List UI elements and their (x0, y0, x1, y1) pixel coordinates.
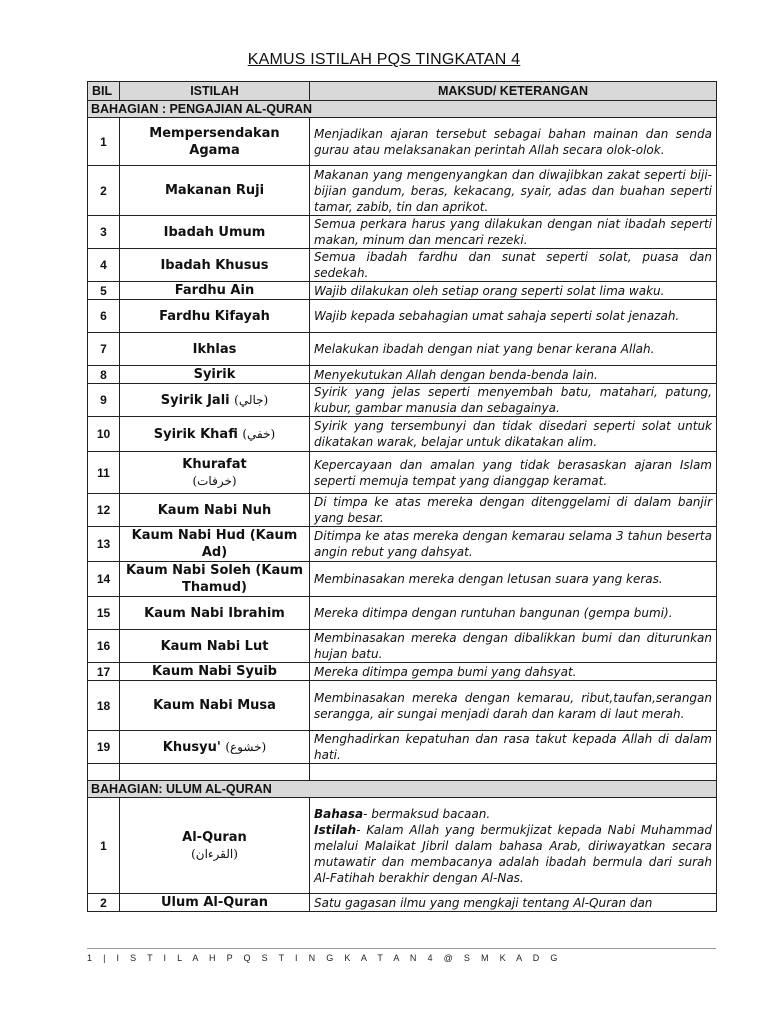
blank-cell (310, 764, 717, 781)
term-cell (120, 216, 310, 249)
term-cell (120, 249, 310, 282)
term-text: Kaum Nabi Soleh (Kaum Thamud) (125, 563, 304, 595)
table-row (88, 216, 717, 249)
term-arabic: (جالي) (234, 392, 269, 407)
row-number: 8 (88, 366, 120, 384)
term-text: Fardhu Kifayah (159, 308, 270, 324)
definition-cell: Ditimpa ke atas mereka dengan kemarau selama 3 tahun beserta angin rebut yang dahsyat. (310, 527, 717, 562)
term-text: Makanan Ruji (164, 183, 265, 198)
term-arabic: (خرفات) (192, 473, 237, 488)
definition-cell: Melakukan ibadah dengan niat yang benar kerana Allah. (310, 333, 717, 366)
definition-cell: Semua perkara harus yang dilakukan dengan niat ibadah seperti makan, minum dan mencari rezeki. (310, 216, 717, 249)
glossary-table (87, 81, 717, 912)
header-istilah: ISTILAH (120, 82, 310, 101)
row-number: 18 (88, 681, 120, 731)
definition-cell: Semua ibadah fardhu dan sunat seperti solat, puasa dan sedekah. (310, 249, 717, 282)
table-row (88, 663, 717, 681)
term-cell (120, 527, 310, 562)
term-text: Fardhu Ain (174, 283, 255, 298)
table-row (88, 681, 717, 731)
term-text: Kaum Nabi Ibrahim (144, 605, 285, 621)
row-number: 5 (88, 282, 120, 300)
row-number: 3 (88, 216, 120, 249)
term-cell (120, 731, 310, 764)
definition-cell: Makanan yang mengenyangkan dan diwajibkan zakat seperti biji-bijian gandum, beras, kekacang, syair, adas dan buahan seperti tamar, zabib, tin dan aprikot. (310, 166, 717, 216)
definition-cell: Membinasakan mereka dengan dibalikkan bumi dan diturunkan hujan batu. (310, 630, 717, 663)
definition-label: Bahasa (314, 806, 364, 821)
term-text: Kaum Nabi Syuib (152, 664, 277, 679)
row-number: 1 (88, 798, 120, 894)
definition-cell: Mereka ditimpa dengan runtuhan bangunan (gempa bumi). (310, 597, 717, 630)
term-text: Syirik (193, 367, 236, 382)
term-arabic: (خفي) (242, 426, 276, 441)
term-arabic: (خشوع) (225, 739, 267, 754)
term-cell (120, 630, 310, 663)
term-text: Ibadah Umum (163, 224, 266, 240)
table-row (88, 417, 717, 452)
table-row (88, 366, 717, 384)
definition-cell: Menjadikan ajaran tersebut sebagai bahan mainan dan senda gurau atau melaksanakan perintah Allah secara olok-olok. (310, 118, 717, 166)
section-heading-row (88, 101, 717, 118)
row-number: 4 (88, 249, 120, 282)
definition-cell: Menghadirkan kepatuhan dan rasa takut kepada Allah di dalam hati. (310, 731, 717, 764)
term-cell (120, 282, 310, 300)
footer-rule (87, 948, 716, 949)
footer-text: 1 | I S T I L A H P Q S T I N G K A T A N 4 @ S M K A D G (87, 953, 562, 963)
definition-cell: Satu gagasan ilmu yang mengkaji tentang Al-Quran dan (310, 894, 717, 912)
term-text: Khurafat (182, 456, 247, 472)
definition-cell: Wajib kepada sebahagian umat sahaja seperti solat jenazah. (310, 300, 717, 333)
term-cell (120, 166, 310, 216)
definition-cell: Wajib dilakukan oleh setiap orang seperti solat lima waku. (310, 282, 717, 300)
blank-cell (88, 764, 120, 781)
term-text: Kaum Nabi Musa (153, 698, 276, 713)
term-text: Kaum Nabi Nuh (157, 502, 272, 518)
row-number: 1 (88, 118, 120, 166)
definition-text: - Kalam Allah yang bermukjizat kepada Nabi Muhammad melalui Malaikat Jibril dalam bahasa Arab, diriwayatkan secara mutawatir dan membacanya adalah ibadah bermula dari surah Al-Fatihah berakhir dengan Al-Nas. (314, 822, 712, 885)
term-text: Al-Quran (182, 829, 247, 845)
table-row (88, 249, 717, 282)
term-cell (120, 894, 310, 912)
table-row (88, 452, 717, 494)
definition-cell: Membinasakan mereka dengan letusan suara yang keras. (310, 562, 717, 597)
definition-cell: Menyekutukan Allah dengan benda-benda lain. (310, 366, 717, 384)
header-bil: BIL (88, 82, 120, 101)
term-arabic: (القرءان) (191, 846, 238, 861)
table-row (88, 894, 717, 912)
row-number: 11 (88, 452, 120, 494)
row-number: 2 (88, 166, 120, 216)
term-text: Ikhlas (192, 341, 237, 357)
table-row (88, 384, 717, 417)
term-text: Ulum Al-Quran (161, 895, 268, 910)
table-row (88, 282, 717, 300)
table-row (88, 731, 717, 764)
row-number: 9 (88, 384, 120, 417)
definition-cell: Syirik yang jelas seperti menyembah batu, matahari, patung, kubur, gambar manusia dan sebagainya. (310, 384, 717, 417)
term-cell (120, 366, 310, 384)
term-cell (120, 452, 310, 494)
table-body (88, 101, 717, 912)
term-text: Syirik Khafi (153, 426, 238, 442)
table-row (88, 630, 717, 663)
definition-cell: Mereka ditimpa gempa bumi yang dahsyat. (310, 663, 717, 681)
table-row (88, 494, 717, 527)
term-text: Syirik Jali (160, 392, 230, 408)
table-row (88, 527, 717, 562)
row-number: 19 (88, 731, 120, 764)
term-text: Khusyu' (162, 739, 221, 755)
term-cell (120, 681, 310, 731)
table-row (88, 597, 717, 630)
row-number: 13 (88, 527, 120, 562)
row-number: 6 (88, 300, 120, 333)
row-number: 14 (88, 562, 120, 597)
term-cell (120, 300, 310, 333)
term-cell (120, 494, 310, 527)
row-number: 17 (88, 663, 120, 681)
table-row (88, 798, 717, 894)
term-cell (120, 333, 310, 366)
page-title: KAMUS ISTILAH PQS TINGKATAN 4 (247, 51, 521, 68)
term-cell (120, 562, 310, 597)
term-cell (120, 597, 310, 630)
definition-text: - bermaksud bacaan. (363, 806, 491, 821)
row-number: 7 (88, 333, 120, 366)
table-header-row (88, 82, 717, 101)
term-text: Mempersendakan Agama (149, 125, 280, 158)
term-cell (120, 384, 310, 417)
term-cell (120, 118, 310, 166)
section-heading: BAHAGIAN : PENGAJIAN AL-QURAN (88, 101, 717, 118)
table-row (88, 118, 717, 166)
row-number: 2 (88, 894, 120, 912)
table-row (88, 300, 717, 333)
table-row (88, 333, 717, 366)
row-number: 10 (88, 417, 120, 452)
header-maksud: MAKSUD/ KETERANGAN (310, 82, 717, 101)
term-text: Ibadah Khusus (160, 257, 269, 273)
row-number: 12 (88, 494, 120, 527)
section-heading-row (88, 781, 717, 798)
term-cell (120, 663, 310, 681)
definition-cell: Kepercayaan dan amalan yang tidak berasaskan ajaran Islam seperti memuja tempat yang dianggap keramat. (310, 452, 717, 494)
definition-label: Istilah (314, 822, 357, 837)
definition-cell: Di timpa ke atas mereka dengan ditenggelami di dalam banjir yang besar. (310, 494, 717, 527)
term-text: Kaum Nabi Hud (Kaum Ad) (131, 528, 298, 560)
definition-cell (310, 798, 717, 894)
row-number: 15 (88, 597, 120, 630)
definition-cell: Syirik yang tersembunyi dan tidak disedari seperti solat untuk dikatakan warak, belajar untuk dikatakan alim. (310, 417, 717, 452)
term-cell (120, 417, 310, 452)
term-text: Kaum Nabi Lut (160, 638, 269, 654)
blank-row (88, 764, 717, 781)
table-row (88, 166, 717, 216)
definition-cell: Membinasakan mereka dengan kemarau, ribut,taufan,serangan serangga, air sungai menjadi darah dan karam di laut merah. (310, 681, 717, 731)
section-heading: BAHAGIAN: ULUM AL-QURAN (88, 781, 717, 798)
term-cell (120, 798, 310, 894)
table-row (88, 562, 717, 597)
row-number: 16 (88, 630, 120, 663)
blank-cell (120, 764, 310, 781)
